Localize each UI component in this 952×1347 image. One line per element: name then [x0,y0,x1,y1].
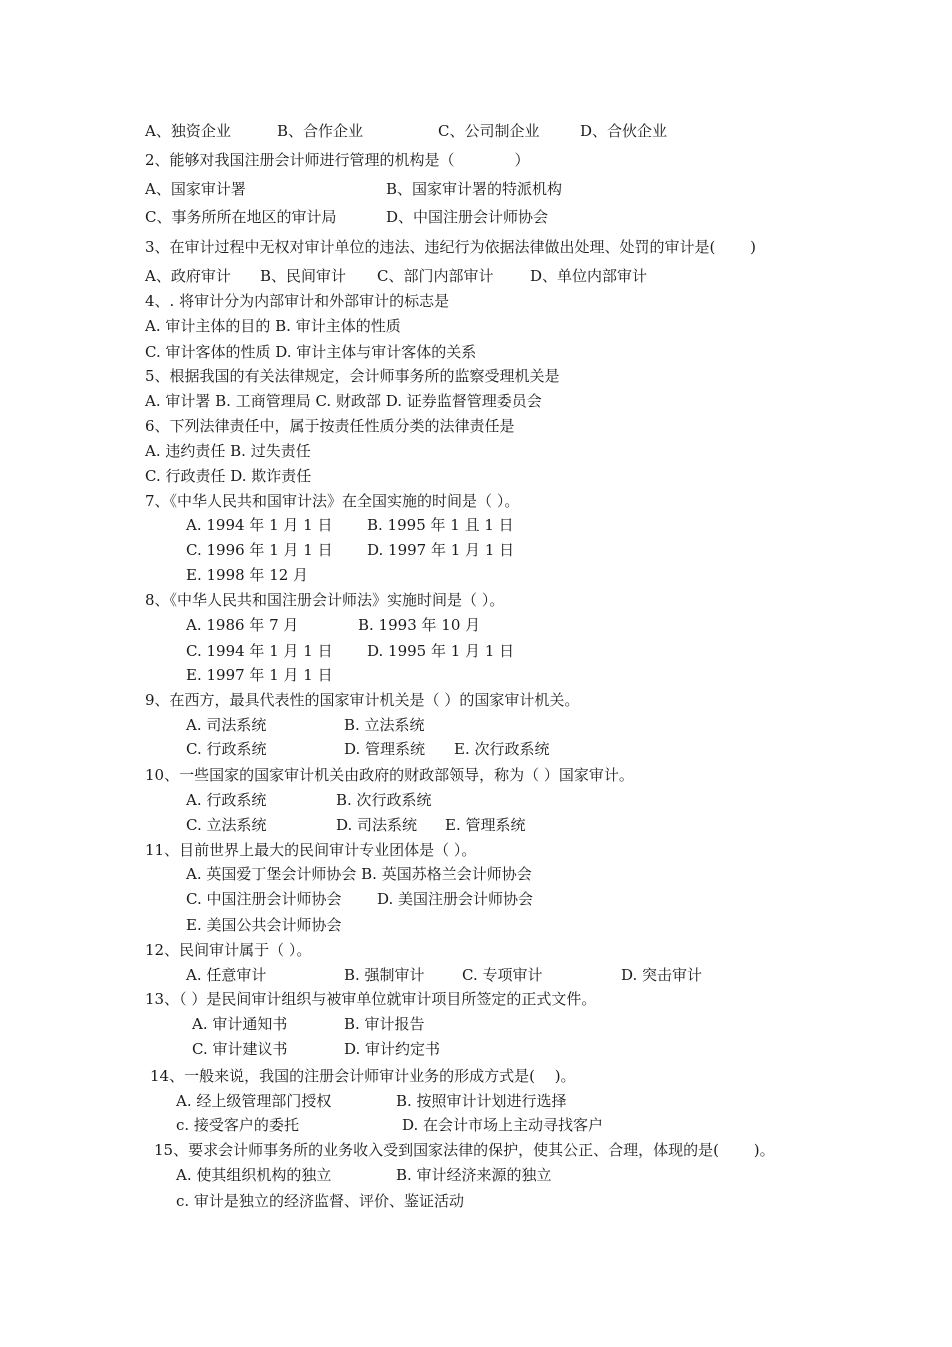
text-segment: C. 审计建议书 [192,1040,288,1058]
text-segment: D. 1995 年 1 月 1 日 [367,642,515,660]
text-segment: 5、根据我国的有关法律规定，会计师事务所的监察受理机关是 [145,367,560,385]
text-segment: D. 美国注册会计师协会 [377,890,534,908]
text-segment: B、合作企业 [277,122,364,140]
text-segment: C、事务所所在地区的审计局 [145,208,337,226]
text-segment: B. 1993 年 10 月 [358,616,481,634]
text-segment: A. 审计署 B. 工商管理局 C. 财政部 D. 证券监督管理委员会 [145,392,542,410]
text-segment: E. 1998 年 12 月 [186,566,309,584]
text-segment: A. 1994 年 1 月 1 日 [186,516,333,534]
text-segment: 11、目前世界上最大的民间审计专业团体是（ ）。 [145,841,477,859]
text-segment: C. 行政责任 D. 欺诈责任 [145,467,312,485]
text-segment: A. 违约责任 B. 过失责任 [145,442,311,460]
text-segment: D. 审计约定书 [344,1040,441,1058]
text-segment: A. 使其组织机构的独立 [176,1166,332,1184]
text-segment: 2、能够对我国注册会计师进行管理的机构是（ ） [145,151,530,169]
text-segment: D、中国注册会计师协会 [386,208,549,226]
text-segment: E. 管理系统 [445,816,526,834]
text-segment: C. 专项审计 [462,966,543,984]
text-segment: A. 任意审计 [186,966,267,984]
text-segment: E. 次行政系统 [454,740,550,758]
text-segment: D. 在会计市场上主动寻找客户 [402,1116,604,1134]
text-segment: C、部门内部审计 [377,267,494,285]
text-segment: 14、一般来说，我国的注册会计师审计业务的形成方式是( )。 [150,1067,576,1085]
text-segment: B. 强制审计 [344,966,425,984]
text-segment: B、民间审计 [260,267,347,285]
text-segment: B. 审计经济来源的独立 [396,1166,552,1184]
text-segment: A. 英国爱丁堡会计师协会 B. 英国苏格兰会计师协会 [186,865,532,883]
text-segment: 7、《中华人民共和国审计法》在全国实施的时间是（ ）。 [145,492,520,510]
text-segment: 6、下列法律责任中，属于按责任性质分类的法律责任是 [145,417,515,435]
text-segment: C. 1996 年 1 月 1 日 [186,541,333,559]
text-segment: 15、要求会计师事务所的业务收入受到国家法律的保护，使其公正、合理，体现的是( )。 [154,1141,775,1159]
text-segment: A、独资企业 [145,122,231,140]
text-segment: B. 审计报告 [344,1015,425,1033]
text-segment: C. 中国注册会计师协会 [186,890,342,908]
text-segment: B、国家审计署的特派机构 [386,180,563,198]
text-segment: 10、一些国家的国家审计机关由政府的财政部领导，称为（ ）国家审计。 [145,766,634,784]
text-segment: A. 经上级管理部门授权 [176,1092,332,1110]
text-segment: D、单位内部审计 [530,267,648,285]
text-segment: A. 审计主体的目的 B. 审计主体的性质 [145,317,401,335]
text-segment: B. 按照审计计划进行选择 [396,1092,567,1110]
text-segment: A. 1986 年 7 月 [186,616,299,634]
text-segment: C. 1994 年 1 月 1 日 [186,642,333,660]
text-segment: 8、《中华人民共和国注册会计师法》实施时间是（ ）。 [145,591,505,609]
text-segment: C. 立法系统 [186,816,267,834]
text-segment: D. 1997 年 1 月 1 日 [367,541,515,559]
text-segment: 9、在西方，最具代表性的国家审计机关是（ ）的国家审计机关。 [145,691,580,709]
text-segment: A. 行政系统 [186,791,267,809]
text-segment: D、合伙企业 [580,122,668,140]
text-segment: B. 次行政系统 [336,791,432,809]
text-segment: A、政府审计 [145,267,231,285]
text-segment: E. 美国公共会计师协会 [186,916,342,934]
text-segment: D. 管理系统 [344,740,426,758]
text-segment: E. 1997 年 1 月 1 日 [186,666,333,684]
text-segment: B. 1995 年 1 且 1 日 [367,516,514,534]
text-segment: 13、（ ）是民间审计组织与被审单位就审计项目所签定的正式文件。 [145,990,597,1008]
text-segment: D. 司法系统 [336,816,418,834]
text-segment: c. 审计是独立的经济监督、评价、鉴证活动 [176,1192,464,1210]
text-segment: D. 突击审计 [621,966,703,984]
text-segment: c. 接受客户的委托 [176,1116,299,1134]
text-segment: C、公司制企业 [438,122,540,140]
text-segment: 4、. 将审计分为内部审计和外部审计的标志是 [145,292,450,310]
text-segment: 3、在审计过程中无权对审计单位的违法、违纪行为依据法律做出处理、处罚的审计是( ) [145,238,757,256]
text-segment: 12、民间审计属于（ ）。 [145,941,312,959]
text-segment: B. 立法系统 [344,716,425,734]
text-segment: A. 审计通知书 [192,1015,288,1033]
text-segment: A. 司法系统 [186,716,267,734]
text-segment: C. 审计客体的性质 D. 审计主体与审计客体的关系 [145,343,477,361]
text-segment: C. 行政系统 [186,740,267,758]
text-segment: A、国家审计署 [145,180,246,198]
